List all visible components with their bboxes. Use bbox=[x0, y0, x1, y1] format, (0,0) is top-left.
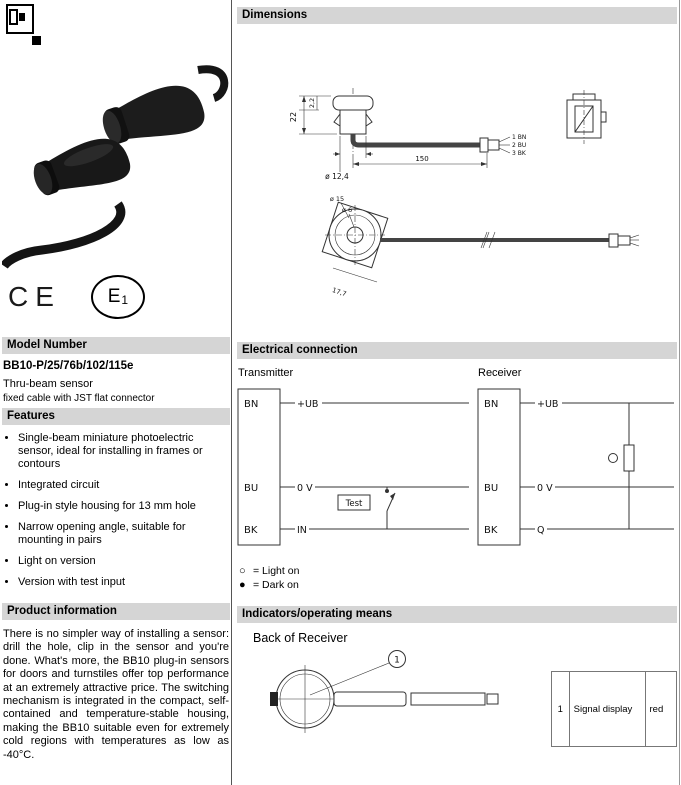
indicator-label: Signal display bbox=[569, 672, 645, 747]
receiver-title: Receiver bbox=[478, 367, 522, 379]
product-information-text: There is no simpler way of installing a sensor: drill the hole, clip in the sensor and you're done. What's more, the BB10 plug-in sensors for doors and turnstiles offer top performance at an extremely attractive price. The switching mechanism is integrated in the compact, self-contained and temperature-stable housing, making the BB10 suitable even for extremely cold regions with temperatures as low as -40°C. bbox=[3, 628, 229, 761]
column-divider bbox=[231, 0, 232, 785]
model-type: Thru-beam sensor bbox=[3, 378, 93, 390]
indicator-value: red bbox=[645, 672, 676, 747]
svg-text:150: 150 bbox=[415, 155, 429, 163]
receiver-block bbox=[477, 367, 677, 556]
product-photo-image bbox=[2, 34, 230, 272]
product-photo bbox=[2, 34, 230, 272]
svg-text:BK: BK bbox=[244, 525, 258, 536]
feature-item: • Version with test input bbox=[18, 576, 230, 589]
electrical-diagrams bbox=[237, 367, 677, 556]
ce-mark: CE bbox=[8, 281, 61, 312]
indicators-content bbox=[237, 629, 677, 747]
indicator-table bbox=[551, 671, 677, 747]
svg-text:2 BU: 2 BU bbox=[512, 142, 527, 149]
sensor-front-view bbox=[333, 88, 480, 158]
indicators-header: Indicators/operating means bbox=[237, 606, 677, 623]
receiver-back-drawing-block bbox=[237, 629, 537, 747]
e1-letter: E bbox=[107, 286, 121, 307]
svg-text:ø 6: ø 6 bbox=[341, 206, 353, 214]
svg-text:IN: IN bbox=[297, 525, 307, 536]
electrical-connection-header: Electrical connection bbox=[237, 342, 677, 359]
model-number-header: Model Number bbox=[2, 337, 230, 354]
legend-dark-text: = Dark on bbox=[253, 579, 299, 591]
test-switch bbox=[338, 487, 395, 529]
svg-text:+UB: +UB bbox=[537, 399, 559, 410]
svg-text:1: 1 bbox=[394, 655, 400, 666]
transmitter-circuit-diagram bbox=[237, 383, 472, 551]
feature-item: • Single-beam miniature photoelectric sensor, ideal for installing in frames or contours bbox=[18, 432, 230, 471]
model-cable-note: fixed cable with JST flat connector bbox=[3, 393, 155, 404]
sensor-pictogram-icon bbox=[8, 6, 28, 28]
approval-marks bbox=[8, 276, 230, 318]
svg-text:BN: BN bbox=[484, 399, 499, 410]
dimension-150 bbox=[353, 153, 487, 168]
receiver-circuit-diagram bbox=[477, 383, 677, 551]
svg-text:BN: BN bbox=[244, 399, 259, 410]
feature-item: • Integrated circuit bbox=[18, 479, 230, 492]
svg-text:BU: BU bbox=[244, 483, 259, 494]
model-number-value: BB10-P/25/76b/102/115e bbox=[3, 360, 134, 372]
switching-legend bbox=[239, 564, 677, 592]
legend-light-text: = Light on bbox=[253, 565, 300, 577]
legend-dark-on bbox=[239, 578, 677, 592]
svg-text:0 V: 0 V bbox=[297, 483, 313, 494]
svg-text:BU: BU bbox=[484, 483, 499, 494]
feature-item: • Narrow opening angle, suitable for mounting in pairs bbox=[18, 521, 230, 547]
dimensions-header: Dimensions bbox=[237, 7, 677, 24]
brand-icon bbox=[6, 4, 34, 34]
receiver-back-drawing bbox=[237, 647, 537, 742]
page-edge bbox=[679, 0, 680, 785]
e1-mark bbox=[91, 275, 145, 319]
svg-text:ø 12,4: ø 12,4 bbox=[325, 172, 349, 181]
indicator-index: 1 bbox=[552, 672, 570, 747]
svg-text:3 BK: 3 BK bbox=[512, 150, 526, 157]
features-header: Features bbox=[2, 408, 230, 425]
indicator-table-row bbox=[552, 672, 677, 747]
receiver-back-title: Back of Receiver bbox=[253, 631, 348, 645]
transmitter-block bbox=[237, 367, 472, 556]
svg-text:1 BN: 1 BN bbox=[512, 134, 527, 141]
features-list bbox=[3, 432, 230, 589]
dark-on-icon: ● bbox=[239, 579, 246, 591]
sensor-side-view bbox=[567, 90, 606, 144]
feature-item: • Plug-in style housing for 13 mm hole bbox=[18, 500, 230, 513]
svg-text:+UB: +UB bbox=[297, 399, 319, 410]
product-information-header: Product information bbox=[2, 603, 230, 620]
svg-text:BK: BK bbox=[484, 525, 498, 536]
svg-text:Q: Q bbox=[537, 525, 545, 536]
light-on-icon: ○ bbox=[239, 565, 246, 577]
svg-text:22: 22 bbox=[289, 111, 298, 123]
dimension-2-2 bbox=[299, 96, 319, 110]
transmitter-title: Transmitter bbox=[238, 367, 294, 379]
e1-number: 1 bbox=[121, 292, 129, 307]
load-resistor bbox=[609, 403, 635, 529]
dimension-dia-12-4 bbox=[325, 136, 373, 181]
left-column bbox=[2, 0, 230, 762]
svg-text:2,2: 2,2 bbox=[308, 97, 316, 109]
dimensions-drawing bbox=[237, 26, 677, 326]
svg-text:0 V: 0 V bbox=[537, 483, 553, 494]
svg-text:ø 15: ø 15 bbox=[329, 195, 345, 203]
legend-light-on bbox=[239, 564, 677, 578]
sensor-tilted-view bbox=[322, 195, 639, 298]
feature-item: • Light on version bbox=[18, 555, 230, 568]
right-column bbox=[237, 0, 677, 747]
svg-text:Test: Test bbox=[345, 499, 363, 509]
svg-text:17,7: 17,7 bbox=[331, 286, 348, 299]
